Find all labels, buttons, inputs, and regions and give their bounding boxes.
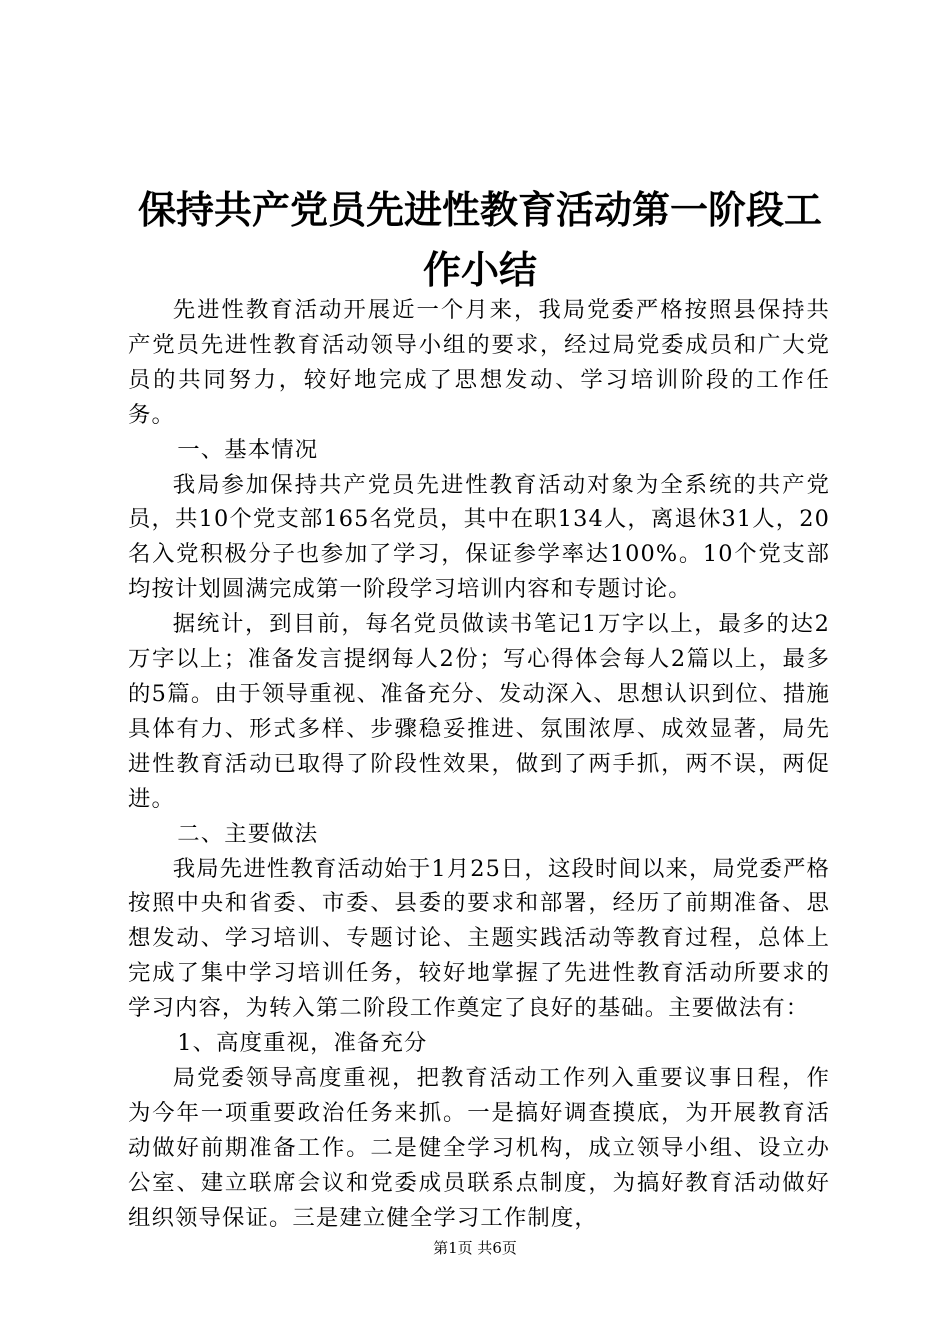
document-body	[128, 293, 830, 1235]
paragraph: 我局先进性教育活动始于1月25日，这段时间以来，局党委严格按照中央和省委、市委、县委的要求和部署，经历了前期准备、思想发动、学习培训、专题讨论、主题实践活动等教育过程，总体上完成了集中学习培训任务，较好地掌握了先进性教育活动所要求的学习内容，为转入第二阶段工作奠定了良好的基础。主要做法有：	[128, 855, 830, 1022]
paragraph: 我局参加保持共产党员先进性教育活动对象为全系统的共产党员，共10个党支部165名党员，其中在职134人，离退休31人，20名入党积极分子也参加了学习，保证参学率达100%。10个党支部均按计划圆满完成第一阶段学习培训内容和专题讨论。	[128, 471, 830, 603]
page-footer: 第1页 共6页	[433, 1239, 517, 1257]
subsection-heading: 1、高度重视，准备充分	[177, 1030, 428, 1057]
paragraph: 据统计，到目前，每名党员做读书笔记1万字以上，最多的达2万字以上；准备发言提纲每人2份；写心得体会每人2篇以上，最多的5篇。由于领导重视、准备充分、发动深入、思想认识到位、措施具体有力、形式多样、步骤稳妥推进、氛围浓厚、成效显著，局先进性教育活动已取得了阶段性效果，做到了两手抓，两不误，两促进。	[128, 611, 830, 812]
paragraph: 先进性教育活动开展近一个月来，我局党委严格按照县保持共产党员先进性教育活动领导小组的要求，经过局党委成员和广大党员的共同努力，较好地完成了思想发动、学习培训阶段的工作任务。	[128, 297, 830, 428]
paragraph: 局党委领导高度重视，把教育活动工作列入重要议事日程，作为今年一项重要政治任务来抓。一是搞好调查摸底，为开展教育活动做好前期准备工作。二是健全学习机构，成立领导小组、设立办公室、建立联席会议和党委成员联系点制度，为搞好教育活动做好组织领导保证。三是建立健全学习工作制度，	[128, 1064, 830, 1231]
section-heading: 一、基本情况	[177, 436, 319, 463]
section-heading: 二、主要做法	[177, 820, 319, 847]
document-title: 保持共产党员先进性教育活动第一阶段工作小结	[137, 187, 822, 292]
